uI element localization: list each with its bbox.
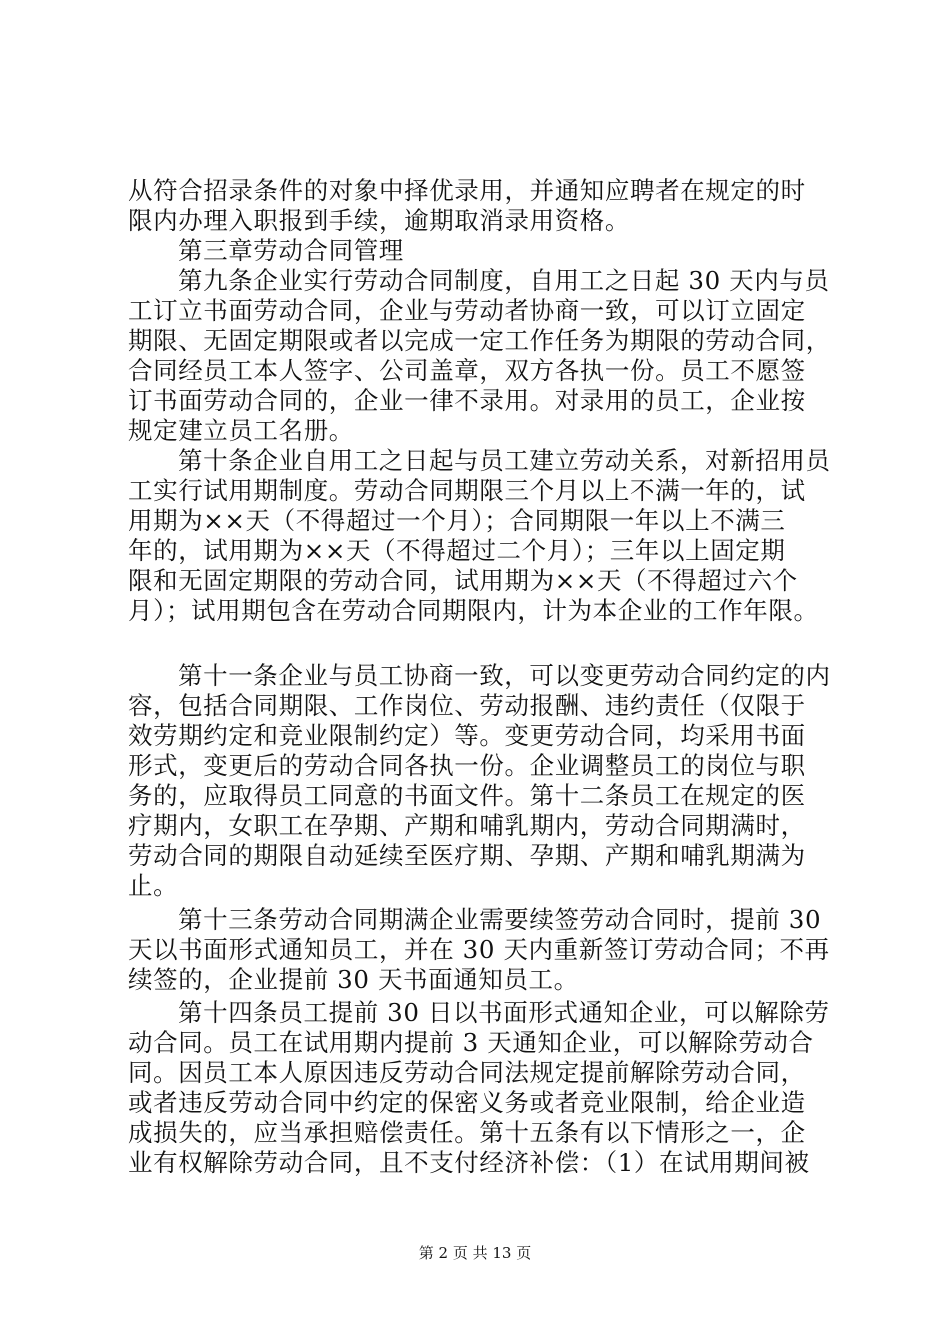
text-line: 第十三条劳动合同期满企业需要续签劳动合同时，提前 30	[178, 905, 822, 934]
chapter-title: 第三章劳动合同管理	[178, 236, 404, 265]
text-line: 或者违反劳动合同中约定的保密义务或者竞业限制，给企业造	[128, 1088, 806, 1117]
text-line: 合同经员工本人签字、公司盖章，双方各执一份。员工不愿签	[128, 356, 806, 385]
text-line: 止。	[128, 871, 179, 900]
text-line: 限和无固定期限的劳动合同，试用期为××天（不得超过六个	[128, 566, 798, 595]
text-line: 限内办理入职报到手续，逾期取消录用资格。	[128, 206, 630, 235]
text-line: 形式，变更后的劳动合同各执一份。企业调整员工的岗位与职	[128, 751, 806, 780]
text-line: 用期为××天（不得超过一个月）；合同期限一年以上不满三	[128, 506, 786, 535]
text-line: 第十条企业自用工之日起与员工建立劳动关系，对新招用员	[178, 446, 831, 475]
text-line: 第九条企业实行劳动合同制度，自用工之日起 30 天内与员	[178, 266, 830, 295]
text-line: 月）；试用期包含在劳动合同期限内，计为本企业的工作年限。	[128, 596, 819, 625]
text-line: 天以书面形式通知员工，并在 30 天内重新签订劳动合同；不再	[128, 935, 830, 964]
text-line: 从符合招录条件的对象中择优录用，并通知应聘者在规定的时	[128, 176, 806, 205]
text-line: 规定建立员工名册。	[128, 416, 354, 445]
text-line: 年的，试用期为××天（不得超过二个月）；三年以上固定期	[128, 536, 786, 565]
text-line: 业有权解除劳动合同，且不支付经济补偿：（1）在试用期间被	[128, 1148, 810, 1177]
text-line: 续签的，企业提前 30 天书面通知员工。	[128, 965, 579, 994]
text-line: 疗期内，女职工在孕期、产期和哺乳期内，劳动合同期满时，	[128, 811, 806, 840]
text-line: 效劳期约定和竞业限制约定）等。变更劳动合同，均采用书面	[128, 721, 806, 750]
text-line: 成损失的，应当承担赔偿责任。第十五条有以下情形之一，企	[128, 1118, 806, 1147]
paragraph-hiring-continued	[128, 176, 848, 236]
text-line: 期限、无固定期限或者以完成一定工作任务为期限的劳动合同，	[128, 326, 831, 355]
paragraph-article-9	[128, 266, 848, 446]
text-line: 订书面劳动合同的，企业一律不录用。对录用的员工，企业按	[128, 386, 806, 415]
text-line: 第十四条员工提前 30 日以书面形式通知企业，可以解除劳	[178, 998, 830, 1027]
text-line: 第十一条企业与员工协商一致，可以变更劳动合同约定的内	[178, 661, 831, 690]
text-line: 动合同。员工在试用期内提前 3 天通知企业，可以解除劳动合	[128, 1028, 814, 1057]
text-line: 工订立书面劳动合同，企业与劳动者协商一致，可以订立固定	[128, 296, 806, 325]
paragraph-article-14	[128, 998, 848, 1178]
text-line: 同。因员工本人原因违反劳动合同法规定提前解除劳动合同，	[128, 1058, 806, 1087]
text-line: 务的，应取得员工同意的书面文件。第十二条员工在规定的医	[128, 781, 806, 810]
paragraph-article-10	[128, 446, 848, 626]
text-line: 劳动合同的期限自动延续至医疗期、孕期、产期和哺乳期满为	[128, 841, 806, 870]
paragraph-article-13	[128, 905, 848, 995]
page-number-footer: 第 2 页 共 13 页	[418, 1244, 532, 1262]
chapter-heading	[128, 236, 848, 266]
paragraph-article-11	[128, 661, 848, 901]
text-line: 容，包括合同期限、工作岗位、劳动报酬、违约责任（仅限于	[128, 691, 806, 720]
text-line: 工实行试用期制度。劳动合同期限三个月以上不满一年的，试	[128, 476, 806, 505]
